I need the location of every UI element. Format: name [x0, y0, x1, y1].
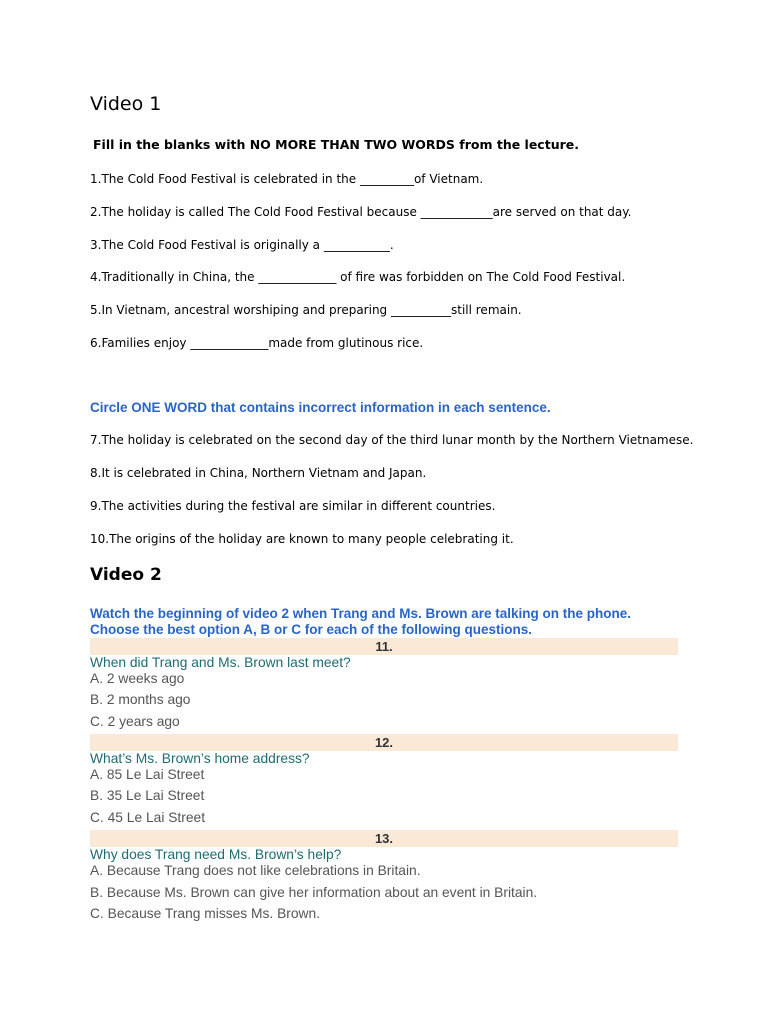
video2-instruction-line1: Watch the beginning of video 2 when Trang and Ms. Brown are talking on the phone.	[90, 606, 632, 621]
question-3: 3.The Cold Food Festival is originally a ___________.	[90, 238, 394, 252]
mcq-question-13: Why does Trang need Ms. Brown’s help?	[90, 847, 342, 862]
question-6: 6.Families enjoy _____________made from glutinous rice.	[90, 336, 424, 350]
option-12-b: B. 35 Le Lai Street	[90, 788, 205, 803]
question-number-bar: 12.	[90, 734, 678, 751]
option-13-a: A. Because Trang does not like celebrations in Britain.	[90, 863, 421, 878]
video1-title: Video 1	[90, 93, 162, 115]
fill-blanks-instruction: Fill in the blanks with NO MORE THAN TWO WORDS from the lecture.	[93, 137, 579, 152]
option-11-a: A. 2 weeks ago	[90, 671, 185, 686]
question-2: 2.The holiday is called The Cold Food Festival because ____________are served on that day.	[90, 205, 632, 219]
question-number-bar: 13.	[90, 830, 678, 847]
question-8: 8.It is celebrated in China, Northern Vietnam and Japan.	[90, 466, 427, 480]
option-12-c: C. 45 Le Lai Street	[90, 810, 206, 825]
question-9: 9.The activities during the festival are similar in different countries.	[90, 499, 496, 513]
question-5: 5.In Vietnam, ancestral worshiping and preparing __________still remain.	[90, 303, 522, 317]
option-12-a: A. 85 Le Lai Street	[90, 767, 205, 782]
question-4: 4.Traditionally in China, the _____________ of fire was forbidden on The Cold Food Festival.	[90, 270, 626, 284]
video2-instruction-line2: Choose the best option A, B or C for each of the following questions.	[90, 622, 532, 637]
mcq-question-11: When did Trang and Ms. Brown last meet?	[90, 655, 351, 670]
video2-title: Video 2	[90, 565, 162, 585]
option-13-b: B. Because Ms. Brown can give her information about an event in Britain.	[90, 885, 538, 900]
question-number-bar: 11.	[90, 638, 678, 655]
option-11-c: C. 2 years ago	[90, 714, 180, 729]
mcq-question-12: What’s Ms. Brown’s home address?	[90, 751, 310, 766]
question-1: 1.The Cold Food Festival is celebrated in the _________of Vietnam.	[90, 172, 484, 186]
circle-word-instruction: Circle ONE WORD that contains incorrect information in each sentence.	[90, 400, 551, 415]
question-10: 10.The origins of the holiday are known to many people celebrating it.	[90, 532, 514, 546]
question-7: 7.The holiday is celebrated on the second day of the third lunar month by the Northern Vietnamese.	[90, 433, 694, 447]
option-11-b: B. 2 months ago	[90, 692, 191, 707]
option-13-c: C. Because Trang misses Ms. Brown.	[90, 906, 321, 921]
